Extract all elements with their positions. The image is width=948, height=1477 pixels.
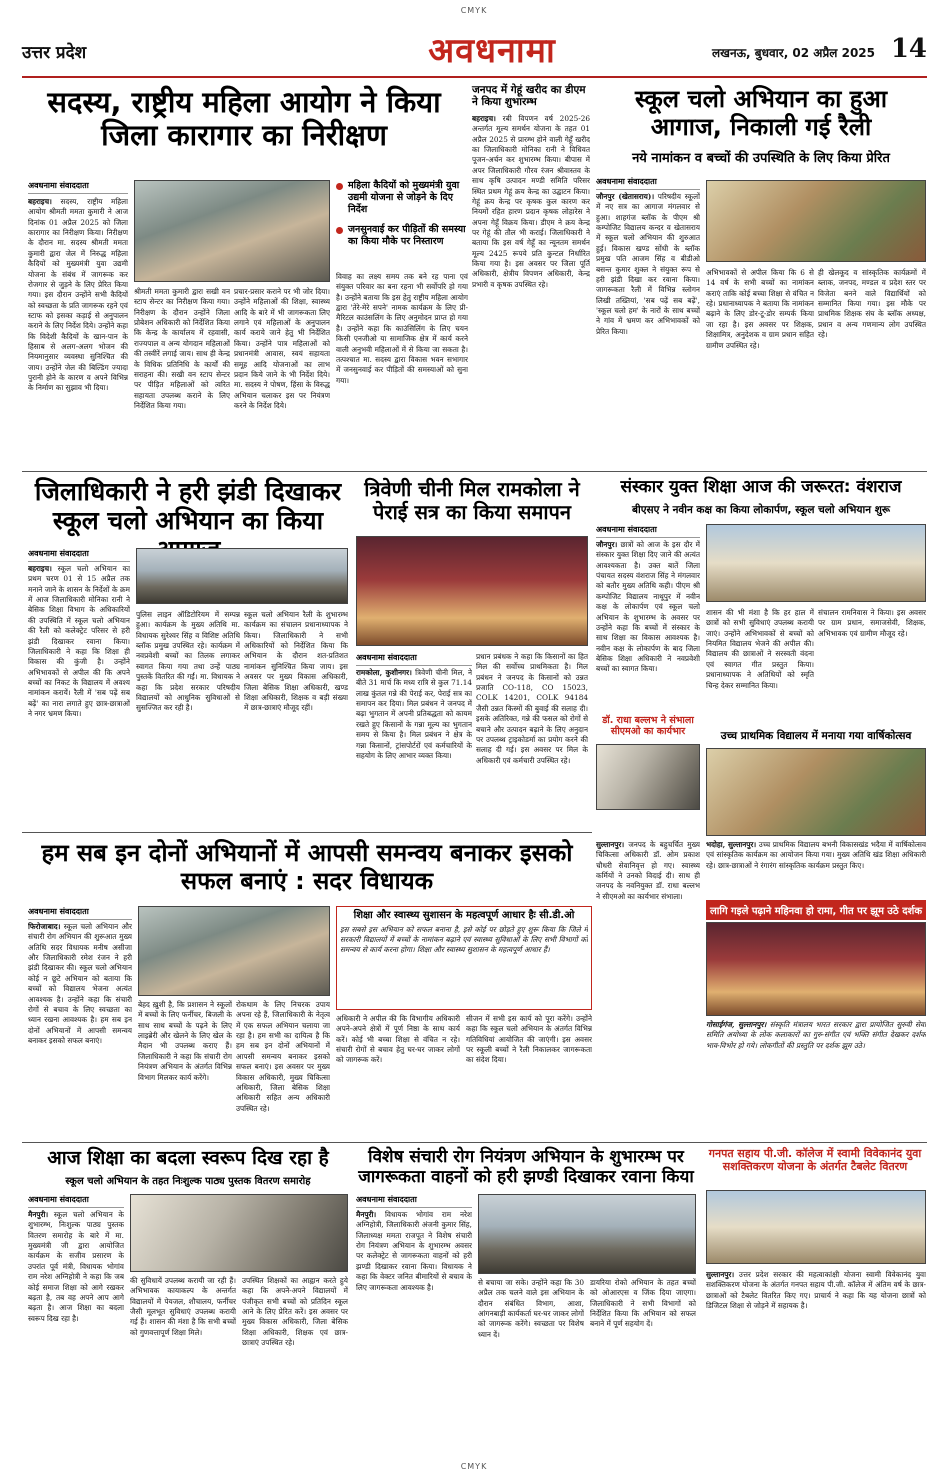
cmo-body: सुल्तानपुर। जनपद के बहुचर्चित मुख्य चिकित्सा अधिकारी डॉ. ओम प्रकाश चौधरी सेवानिवृत्त हो गए। स्वास्थ्य कर्मियों ने उनको विदाई दी। साथ ही जनपद के नवनियुक्त डॉ. राधा बल्लभ ने सीएमओ का कार्यभार संभाला। <box>596 840 700 901</box>
story2-photo <box>706 180 926 262</box>
page-number: 14 <box>890 34 927 64</box>
cmyk-mark: CMYK <box>460 1462 488 1471</box>
story6-headline: हम सब इन दोनों अभियानों में आपसी समन्वय बनाकर इसको सफल बनाएं : सदर विधायक <box>41 839 573 895</box>
story8-col3: डायरिया रोको अभियान के तहत बच्चों को ओआरएस व जिंक दिया जाएगा। जिलाधिकारी ने सभी विभागों को निर्देशित किया कि अभियान को सफल बनाने में पूर्ण सहयोग दें। <box>590 1278 696 1329</box>
story6-photo <box>138 906 330 996</box>
story8-col2: से बचाया जा सके। उन्होंने कहा कि 30 अप्रैल तक चलने वाले इस अभियान के दौरान संबंधित विभाग, आशा, आंगनबाड़ी कार्यकर्ता घर-घर जाकर लोगों को जागरूक करेंगे। स्वच्छता पर विशेष ध्यान दें। <box>478 1278 584 1339</box>
story4-photo <box>356 536 588 646</box>
story8-photo <box>478 1194 696 1274</box>
story4-col2: प्रधान प्रबंधक ने कहा कि किसानों का हित मिल की सर्वोच्च प्राथमिकता है। मिल प्रबंधन ने जनपद के किसानों को उन्नत प्रजाति CO-118, CO 15023, COLK 14201, COLK 94184 जैसी उन्नत किस्मों की बुवाई की सलाह दी। इसके अतिरिक्त, गन्ने की फसल को रोगों से बचाने और उत्पादन बढ़ाने के लिए अनुदान पर उपलब्ध ट्राइकोडर्मा का प्रयोग करने की सलाह दी गई। इस अवसर पर मिल के अधिकारी एवं कर्मचारी उपस्थित रहे। <box>476 652 588 765</box>
story5-photo <box>706 524 926 602</box>
story6-col4: अधिकारी ने अपील की कि विभागीय अधिकारी अपने-अपने क्षेत्रों में पूर्ण निष्ठा के साथ कार्य करें। कोई भी बच्चा शिक्षा से वंचित न रहे। संचारी रोगों से बचाव हेतु घर-घर जाकर लोगों को जागरूक करें। <box>336 1014 460 1065</box>
story7-col2: की सुविधायें उपलब्ध करायी जा रही हैं। अभिभावक कायाकल्प के अन्तर्गत विद्यालयों में पेयजल, शौचालय, फर्नीचर जैसी मूलभूत सुविधाएं उपलब्ध करायी गई हैं। शासन की मंशा है कि सभी बच्चों को गुणवत्तापूर्ण शिक्षा मिले। <box>130 1276 236 1337</box>
story3-col3: स्कूल चलो अभियान रैली के शुभारम्भ कार्यक्रम का संचालन प्रधानाध्यापक ने किया। जिलाधिकारी ने सभी अधिकारियों को निर्देशित किया कि अभियान के दौरान शत-प्रतिशत नामांकन सुनिश्चित किया जाय। इस अवसर पर मुख्य विकास अधिकारी, जिला बेसिक शिक्षा अधिकारी, खण्ड शिक्षा अधिकारी, शिक्षक व बड़ी संख्या में छात्र-छात्राएं मौजूद रहीं। <box>244 610 348 713</box>
annual-function-banner: उच्च प्राथमिक विद्यालय में मनाया गया वार्षिकोत्सव <box>720 730 912 742</box>
story5-col1: जौनपुर। छात्रों को आज के इस दौर में संस्कार युक्त शिक्षा दिए जाने की अत्यंत आवश्यकता है। उक्त बातें जिला पंचायत सदस्य वंशराज सिंह ने मंगलवार को बतौर मुख्य अतिथि कही। पीएम श्री कम्पोजिट विद्यालय नाथूपुर में नवीन कक्ष के लोकार्पण एवं स्कूल चलो अभियान के शुभारम्भ के अवसर पर उन्होंने कहा कि बच्चों में संस्कार के साथ शिक्षा का विकास आवश्यक है। नवीन कक्ष के लोकार्पण के बाद जिला बेसिक शिक्षा अधिकारी ने नवप्रवेशी बच्चों का स्वागत किया। <box>596 540 700 674</box>
story7-byline: अवधनामा संवाददाता <box>28 1194 124 1208</box>
story2-col1: जौनपुर (खेतासराय)। परिषदीय स्कूलों में नए सत्र का आगाज मंगलवार से हुआ। शाहगंज ब्लॉक के पीएम श्री कम्पोजिट विद्यालय कन्दर व खेतासराय में स्कूल चलो अभियान की शुरुआत हुई। विकास खण्ड सोंधी के ब्लॉक प्रमुख पति आजम सिंह व बीडीओ बसन्त कुमार शुक्ल ने संयुक्त रूप से हरी झंडी दिखा कर रवाना किया। जागरूकता रैली में विभिन्न स्लोगन लिखी तख्तियां, 'सब पढ़ें सब बढ़ें', 'स्कूल चलो हम' के नारों के साथ बच्चों ने गांव में भ्रमण कर अभिभावकों को प्रेरित किया। <box>596 192 700 336</box>
dateline: लखनऊ, बुधवार, 02 अप्रैल 2025 <box>712 46 876 60</box>
story6-col5: सीजन में सभी इस कार्य को पूरा करेंगे। उन्होंने कहा कि स्कूल चलो अभियान के अंतर्गत विभिन्न गतिविधियां आयोजित की जाएंगी। इस अवसर पर स्कूली बच्चों ने रैली निकालकर जागरूकता का संदेश दिया। <box>466 1014 592 1065</box>
story1-bullet: जनसुनवाई कर पीड़ितों की समस्या का किया मौके पर निस्तारण <box>336 224 468 248</box>
divider <box>22 1142 927 1143</box>
cmyk-mark: CMYK <box>460 6 488 15</box>
story7-col3: उपस्थित शिक्षकों का आह्वान करते हुये कहा कि अपने-अपने विद्यालयों में पंजीकृत सभी बच्चों को प्रतिदिन स्कूल आने के लिए प्रेरित करें। इस अवसर पर मुख्य विकास अधिकारी, जिला बेसिक शिक्षा अधिकारी, शिक्षक एवं छात्र-छात्राएं उपस्थित रहे। <box>242 1276 348 1348</box>
story6-quote-headline: शिक्षा और स्वास्थ्य सुशासन के महत्वपूर्ण आधार हैः सी.डी.ओ <box>353 910 575 921</box>
story5-subhead: बीएसए ने नवीन कक्ष का किया लोकार्पण, स्कूल चलो अभियान शुरू <box>632 504 890 516</box>
story4-byline: अवधनामा संवाददाता <box>356 652 472 666</box>
story10-headline: गनपत सहाय पी.जी. कॉलेज में स्वामी विवेकानंद युवा सशक्तिकरण योजना के अंतर्गत टैबलेट वितरण <box>708 1147 922 1173</box>
story5-headline: संस्कार युक्त शिक्षा आज की जरूरत: वंशराज <box>620 477 902 497</box>
story1-photo <box>134 180 330 282</box>
story7-photo <box>130 1194 348 1272</box>
story2-col3: ही खेलकूद व सांस्कृतिक कार्यक्रमों में ब्लाक, जनपद, मण्डल व प्रदेश स्तर पर विजेता बनने वाले विद्यार्थियों को सम्मानित किया गया। इस मौके पर प्राथमिक शिक्षक संघ के ब्लॉक अध्यक्ष, प्रधान व अन्य गणमान्य लोग उपस्थित रहे। <box>818 268 926 340</box>
story3-byline: अवधनामा संवाददाता <box>28 548 130 562</box>
story9-banner: लागि गइले पढ़ाने महिनवा हो रामा, गीत पर झूम उठे दर्शक <box>706 900 926 920</box>
story1-col3: प्रचार-प्रसार कराने पर भी जोर दिया। उन्होंने महिलाओं की शिक्षा, स्वास्थ्य आदि के बारे में भी जागरूकता लिए लगाने एवं महिलाओं के अनुपालन कार्य कराये जाने हेतु भी निर्देशित किया। उन्होंने पात्र महिलाओं को प्रधानमंत्री आवास, स्वयं सहायता समूह आदि योजनाओं का लाभ प्रदान किये जाने के भी निर्देश दिये। मा. सदस्य ने पोषण, हिंसा के विरुद्ध अभियान चलाकर इस पर नियंत्रण करने के निर्देश दिये। <box>234 287 330 410</box>
story6-col3: रोकथाम के लिए निचरक उपाय अपना रहे हैं, जिलाधिकारी के नेतृत्व में एक सफल अभियान चलाया जा रहा है। हम सभी का दायित्व है कि हम सब इन दोनों अभियानों में आपसी समन्वय बनाकर इसको सफल बनाएं। इस अवसर पर मुख्य विकास अधिकारी, मुख्य चिकित्सा अधिकारी, जिला बेसिक शिक्षा अधिकारी सहित अन्य अधिकारी उपस्थित रहे। <box>236 1000 330 1113</box>
cmo-headline: डॉ. राधा बल्लभ ने संभाला सीएमओ का कार्यभार <box>602 715 694 737</box>
annual-function-photo <box>706 748 926 836</box>
masthead <box>22 28 927 78</box>
story4-col1: रामकोला, कुशीनगर। त्रिवेणी चीनी मिल, ने बीते 31 मार्च कि मध्य रात्रि से कुल 71.14 लाख कुंतल गन्ने की पेराई कर, पेराई सत्र का समापन कर दिया। मिल प्रबंधन ने जनपद में बढ़ा भुगतान में अपनी प्रतिबद्धता को कायम रखते हुए किसानों के गन्ना मूल्य का भुगतान समय से किया है। मिल प्रबंधन ने क्षेत्र के गन्ना किसानों, ट्रांसपोर्टरों एवं कर्मचारियों के सहयोग के लिए आभार व्यक्त किया। <box>356 668 472 760</box>
story6-quote-box <box>336 906 592 1010</box>
cmo-photo <box>596 744 700 810</box>
story2-subhead: नये नामांकन व बच्चों की उपस्थिति के लिए किया प्रेरित <box>632 151 890 166</box>
divider <box>22 832 592 833</box>
story6-col2: बेहद ख़ुशी है, कि प्रशासन ने स्कूलों में बच्चों के लिए फर्नीचर, बिजली के साथ साथ बच्चों के पढ़ने के लिए लाइब्रेरी और खेलने के लिए खेल के मैदान भी उपलब्ध कराए हैं। जिलाधिकारी ने कहा कि संचारी रोग नियंत्रण अभियान के अंतर्गत विभिन्न विभाग मिलकर कार्य करेंगे। <box>138 1000 232 1082</box>
story1-bullet: महिला कैदियों को मुख्यमंत्री युवा उद्यमी योजना से जोड़ने के दिए निर्देश <box>336 180 468 216</box>
story3-col1: बहराइच। स्कूल चलो अभियान का प्रथम चरण 01 से 15 अप्रैल तक मनाने जाने के शासन के निर्देशों के क्रम में आज जिलाधिकारी मोनिका रानी ने बेसिक शिक्षा विभाग के अधिकारियों की उपस्थिति में स्कूल चलो अभियान की रैली को कलेक्ट्रेट परिसर से हरी झंडी दिखाकर रवाना किया। जिलाधिकारी ने कहा कि शिक्षा ही विकास की कुंजी है। उन्होंने अभिभावकों से अपील की कि अपने बच्चों का निकट के विद्यालय में अवश्य नामांकन करायें। रैली में 'सब पढ़ें सब बढ़ें' का नारा लगाते हुए छात्र-छात्राओं ने नगर भ्रमण किया। <box>28 564 130 719</box>
story1-bullets <box>336 180 468 266</box>
state-label: उत्तर प्रदेश <box>22 43 87 63</box>
logo-text: अवधनामा <box>428 31 556 71</box>
story9-caption: गोसाईगंज, सुल्तानपुर। संस्कृति मंत्रालय भारत सरकार द्वारा प्रायोजित सुरुवी सेवा समिति अयोध्या के लोक कलाकारों का गुरु-संगीत एवं भक्ति संगीत देखकर दर्शक भाव-विभोर हो गये। लोकगीतों की प्रस्तुति पर दर्शक झूम उठे। <box>706 1020 926 1050</box>
story9-body: भदोहा, सुल्तानपुर। उच्च प्राथमिक विद्यालय बभनी विकासखंड भदैया में वार्षिकोत्सव एवं सांस्कृतिक कार्यक्रम का आयोजन किया गया। मुख्य अतिथि खंड शिक्षा अधिकारी रहे। छात्र-छात्राओं ने रंगारंग सांस्कृतिक कार्यक्रम प्रस्तुत किए। <box>706 840 926 870</box>
story1-byline: अवधनामा संवाददाता <box>28 180 128 194</box>
story6-byline: अवधनामा संवाददाता <box>28 906 132 920</box>
story9-photo <box>706 922 926 1016</box>
story8-byline: अवधनामा संवाददाता <box>356 1194 472 1208</box>
story7-headline: आज शिक्षा का बदला स्वरूप दिख रहा है <box>47 1147 329 1169</box>
story2-col2: अभिभावकों से अपील किया कि 6 से 14 वर्ष के सभी बच्चों का नामांकन कराएं ताकि कोई बच्चा शिक्षा से वंचित न रहे। प्रधानाध्यापक ने बताया कि नामांकन बढ़ाने के लिए डोर-टू-डोर सम्पर्क किया जा रहा है। इस अवसर पर शिक्षक, शिक्षामित्र, अनुदेशक व ग्राम प्रधान सहित ग्रामीण उपस्थित रहे। <box>706 268 814 350</box>
story8-col1: मैनपुरी। विधायक भोगांव राम नरेश अग्निहोत्री, जिलाधिकारी अंजनी कुमार सिंह, जिलाध्यक्ष ममता राजपूत ने विशेष संचारी रोग नियंत्रण अभियान के शुभारम्भ अवसर पर कलेक्ट्रेट से जागरूकता वाहनों को हरी झण्डी दिखाकर रवाना किया। विधायक ने कहा कि वेक्टर जनित बीमारियों से बचाव के लिए जागरूकता आवश्यक है। <box>356 1210 472 1292</box>
brief-headline: जनपद में गेहूं खरीद का डीएम ने किया शुभारम्भ <box>472 84 586 109</box>
story4-headline: त्रिवेणी चीनी मिल रामकोला ने पेराई सत्र का किया समापन <box>364 477 580 524</box>
story3-photo <box>136 548 348 604</box>
story1-headline: सदस्य, राष्ट्रीय महिला आयोग ने किया जिला कारागार का निरीक्षण <box>47 85 441 153</box>
story5-col3: संचालन रामनिवास ने किया। इस अवसर पर ग्राम प्रधान, समाजसेवी, शिक्षक, अभिभावक एवं ग्रामीण मौजूद रहे। <box>818 608 926 638</box>
story10-photo <box>706 1190 926 1264</box>
story8-headline: विशेष संचारी रोग नियंत्रण अभियान के शुभारम्भ पर जागरूकता वाहनों को हरी झण्डी दिखाकर रवाना किया <box>358 1147 694 1187</box>
story6-col1: फिरोजाबाद। स्कूल चलो अभियान और संचारी रोग अभियान की शुरूआत मुख्य अतिथि सदर विधायक मनीष असीजा और जिलाधिकारी रमेश रंजन ने हरी झंडी दिखाकर की। स्कूल चलो अभियान कोई न छूटे अभियान को बताया कि बच्चों को विद्यालय भेजना अत्यंत आवश्यक है। उन्होंने कहा कि संचारी रोगों से बचाव के लिए स्वच्छता का ध्यान रखना आवश्यक है। हम सब इन दोनों अभियानों में आपसी समन्वय बनाकर इसको सफल बनाएं। <box>28 922 132 1045</box>
story7-col1: मैनपुरी। स्कूल चलो अभियान के शुभारम्भ, निःशुल्क पाठ्य पुस्तक वितरण समारोह के बारे में मा. मुख्यमंत्री जी द्वारा आयोजित कार्यक्रम के सजीव प्रसारण के उपरांत पूर्व मंत्री, विधायक भोगांव राम नरेश अग्निहोत्री ने कहा कि जब कोई समाज शिक्षा को आगे रखकर बढ़ता है, तब वह अपने आप आगे बढ़ता है। आज शिक्षा का बदला स्वरूप दिख रहा है। <box>28 1210 124 1323</box>
story10-body: सुल्तानपुर। उत्तर प्रदेश सरकार की महत्वाकांक्षी योजना स्वामी विवेकानंद युवा सशक्तिकरण योजना के अंतर्गत गनपत सहाय पी.जी. कॉलेज में अंतिम वर्ष के छात्र-छात्राओं को टैबलेट वितरित किए गए। प्राचार्य ने कहा कि यह योजना छात्रों को डिजिटल शिक्षा से जोड़ने में सहायक है। <box>706 1270 926 1311</box>
story6-quote-text: इस सबसे इस अभियान को सफल बनाना है, इसे कोई पर छोड़ते हुए शुरू किया कि जिले में सरकारी विद्यालयों में बच्चों के नामांकन बढ़ाने एवं स्वास्थ्य सुविधाओं के लिए सभी विभागों को समन्वय से कार्य करना होगा। शिक्षा और स्वास्थ्य सुशासन के महत्वपूर्ण आधार हैं। <box>340 924 588 955</box>
story1-col2: श्रीमती ममता कुमारी द्वारा सखी वन स्टाप सेन्टर का निरीक्षण किया गया। निरीक्षण के दौरान उन्होंने जिला प्रोबेशन अधिकारी को निर्देशित किया कि केन्द्र के कार्यालय में रहवासी, राज्यपाल व अन्य योगदान महिलाओं की तस्वीरें लगाई जाय। साथ ही केन्द्र के विधिक प्रतिनिधि के कार्यों की सराहना की। सखी वन स्टाप सेन्टर पर पीड़ित महिलाओं को त्वरित सहायता उपलब्ध कराने के लिए निर्देशित किया गया। <box>134 287 230 410</box>
newspaper-logo <box>402 26 582 76</box>
divider <box>22 471 927 472</box>
story2-byline: अवधनामा संवाददाता <box>596 176 700 190</box>
story5-byline: अवधनामा संवाददाता <box>596 524 700 538</box>
story3-headline: जिलाधिकारी ने हरी झंडी दिखाकर स्कूल चलो अभियान का किया <box>34 477 342 535</box>
story7-subhead: स्कूल चलो अभियान के तहत निःशुल्क पाठ्य पुस्तक वितरण समारोह <box>65 1176 311 1187</box>
story2-headline: स्कूल चलो अभियान का हुआ आगाज, निकाली गई रैली <box>635 85 887 141</box>
brief-body: बहराइच। रबी विपणन वर्ष 2025-26 अन्तर्गत मूल्य समर्थन योजना के तहत 01 अप्रैल 2025 से प्रारम्भ होने वाली गेहूँ खरीद का जिलाधिकारी मोनिका रानी ने विधिवत पूजन-अर्चन कर शुभारम्भ किया। बीपास में अपर जिलाधिकारी गौरव रंजन श्रीवास्तव के साथ कृषि उत्पादन मण्डी समिति परिसर स्थित प्रथम गेहूं क्रय केन्द्र का उद्घाटन किया। गेहूं क्रय केन्द्र पर कृषक कुल कारण कर नियमों रहित हारण प्रदान कृषक लोहारेस ने अपना गेहूँ विक्रय किया। डीएम ने क्रय केन्द्र पर गेहूं की तौल भी कराई। जिलाधिकारी ने बताया कि इस वर्ष गेहूँ का न्यूनतम समर्थन मूल्य 2425 रूपये प्रति कुन्टल निर्धारित किया गया है। इस अवसर पर जिला पूर्ति अधिकारी, क्षेत्रीय विपणन अधिकारी, केन्द्र प्रभारी व कृषक उपस्थित रहे। <box>472 114 590 289</box>
story3-col2: पुलिस लाइन ऑडिटोरियम में सम्पन्न हुआ। कार्यक्रम के मुख्य अतिथि मा. विधायक सुरेश्वर सिंह व विशिष्ट अतिथि ब्लॉक प्रमुख उपस्थित रहे। कार्यक्रम में नवप्रवेशी बच्चों का तिलक लगाकर स्वागत किया गया तथा उन्हें पाठ्य पुस्तकें वितरित की गईं। मा. विधायक ने कहा कि प्रदेश सरकार परिषदीय विद्यालयों को आधुनिक सुविधाओं से सुसज्जित कर रही है। <box>136 610 240 713</box>
story5-col2: शासन की भी मंशा है कि हर हाल में छात्रों को सभी सुविधाएं उपलब्ध करायी जाएं। उन्होंने अभिभावकों से बच्चों को नियमित विद्यालय भेजने की अपील की। विद्यालय की छात्राओं ने सरस्वती वंदना एवं स्वागत गीत प्रस्तुत किया। प्रधानाध्यापक ने अतिथियों को स्मृति चिन्ह देकर सम्मानित किया। <box>706 608 814 690</box>
story1-col1: बहराइच। सदस्य, राष्ट्रीय महिला आयोग श्रीमती ममता कुमारी ने आज दिनांक 01 अप्रैल 2025 को जिला कारागार का निरीक्षण किया। निरीक्षण के दौरान मा. सदस्य श्रीमती ममता कुमारी द्वारा जेल में निरुद्ध महिला कैदियों को मुख्यमंत्री युवा उद्यमी योजना के संबंध में जागरूक कर रोजगार से जुड़ने के लिए प्रेरित किया गया। इस दौरान उन्होंने सभी कैदियों को स्वच्छता के प्रति जागरूक रहने एवं स्टाफ को इसका कड़ाई से अनुपालन कराने के लिए निर्देश दिये। उन्होंने कहा कि विदेशी कैदियों के खान-पान के हिसाब से अलग-अलग भोजन की नियमानुसार व्यवस्था सुनिश्चित की जाय। उन्होंने जेल की बिल्डिंग ज्यादा पुरानी होने के कारण व अपने विभिन्न के निर्माण का सुझाव भी दिया। <box>28 197 128 393</box>
story1-col4: विवाह का लक्ष्य समय तक बने रह पाना एवं संयुक्त परिवार का बना रहना भी सर्वोपरि हो गया है। उन्होंने बताया कि इस हेतु राष्ट्रीय महिला आयोग द्वारा 'तेरे-मेरे सपने' नामक कार्यक्रम के लिए प्री-मैरिटल काउंसलिंग के लिए अनुमोदन प्राप्त हो गया है। उन्होंने कहा कि काउंसिलिंग के लिए चयन किसी एनजीओ या सामाजिक क्षेत्र में कार्य करने वाली अनुभवी महिलाओं में से किया जा सकता है। तत्पश्चात मा. सदस्य द्वारा विकास भवन सभागार में जनसुनवाई कर पीड़ितों की समस्याओं को सुना गया। <box>336 272 468 385</box>
